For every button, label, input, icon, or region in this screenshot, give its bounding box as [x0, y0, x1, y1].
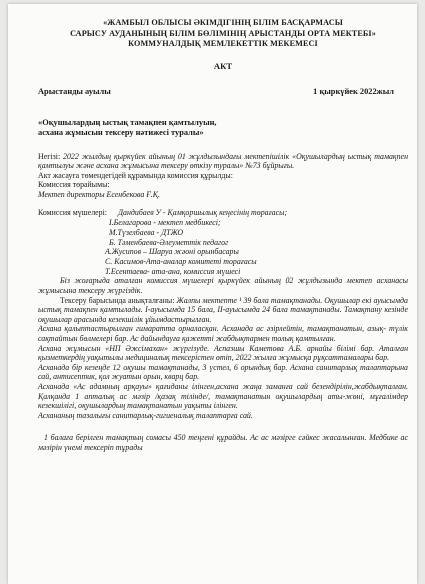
- findings-line: Асханада бір кезеңде 12 оқушы тамақтанады, 3 үстел, 6 орындық бар. Асхана санитарлық талаптарына сай, антисептик, қол жуатын орын, кварц бар.: [38, 362, 408, 382]
- member-item: І.Белагарова - мектеп медбикесі;: [109, 218, 221, 228]
- subject: [38, 118, 408, 139]
- members-label: Комиссия мүшелері:: [38, 208, 107, 218]
- findings-paragraph: [38, 296, 408, 325]
- footer-paragraph: 1 балаға берілген тамақтың сомасы 450 теңгені құрайды. Ас ас мәзірге сәйкес жасалынған. Медбике ас мәзірін үнемі тексеріп тұрады: [38, 433, 408, 452]
- chairman-value: [38, 190, 408, 200]
- date: 1 қыркүйек 2022жыл: [313, 86, 394, 96]
- org-line-1: «ЖАМБЫЛ ОБЛЫСЫ ӘКІМДІГІНІҢ БІЛІМ БАСҚАРМАСЫ: [103, 18, 343, 27]
- doc-type: АКТ: [213, 60, 233, 71]
- findings-line: Асханада «Ас адамның арқауы» қағиданы ілінген,асхана жаңа заманға сай безендірілін,жабдықталған. Қалқанда 1 апталық ас мәзір /қазақ тілінде/, тамақтанатын оқушылардың аты-жөні, мұғалімдер кезекшілігі, оқушылардың тамақтанатын уақыты ілінген.: [38, 381, 408, 411]
- member-item: С. Касимов-Ата-аналар комитеті торағасы: [105, 256, 257, 266]
- place-date-row: [38, 87, 408, 96]
- member-item: Б. Тәменбаева-Әлеуметтік педагог: [109, 237, 229, 247]
- member-item: Т.Есентаева- ата-ана, комиссия мүшесі: [105, 266, 241, 276]
- closing-intro-text: Біз жоғарыда аталған комиссия мүшелері қыркүйек айының 02 жұлдызында мектеп асханасы жұмысына тексеру жүргіздік.: [38, 276, 408, 295]
- org-header: [38, 18, 408, 50]
- commission-intro: Акт жасауға төмендегідей құрамында комиссия құрылды:: [38, 170, 233, 180]
- members-block: [38, 208, 408, 276]
- chairman-label: Комиссия төрайымы:: [38, 180, 110, 190]
- subject-line-2: асхана жұмысын тексеру нәтижесі туралы»: [38, 128, 204, 137]
- subject-line-1: «Оқушылардың ыстық тамақпен қамтылуын,: [38, 117, 217, 127]
- member-item: Дандибаев У - Қамқоршылық кеңесінің төрағасы;: [118, 208, 288, 218]
- findings-line: Асхана қалыптастырылған гимаратта орналасқан. Асханада ас әзірлейтін, тамақтанатын, азық- түлік сақтайтын бөлмелері бар. Ас дайындауға қажетті жабдықтармен толық қамтылған.: [38, 324, 408, 343]
- basis-text: 2022 жылдың қыркүйек айының 01 жұлдызындағы мектепішілік «Оқушылардың ыстық тамақпен қамтылуы және асхана жұмысына тексеру өткізу туралы» №73 бұйрығы.: [38, 151, 408, 171]
- member-item: А.Жусипов – Шаруа жәоні орынбасары: [105, 247, 239, 257]
- closing-intro: [38, 276, 408, 295]
- findings-label: Тексеру барысында анықталғаны:: [60, 295, 175, 305]
- findings-line: Асхана жұмысын «НП Әжсімахан» жүргізуде. Аспазшы Каметова А.Б. арнайы білімі бар. Аталған қызметкердің уақытылы медициналық тексерістен өтіп, 2022 жылға жұмысқа рұқсаттамалары бар.: [38, 343, 408, 363]
- member-item: М.Түзелбаева - ДТЖО: [109, 227, 184, 237]
- basis-paragraph: [38, 152, 408, 171]
- document-page: [8, 4, 417, 584]
- org-line-3: КОММУНАЛДЫҚ МЕМЛЕКЕТТІК МЕКЕМЕСІ: [128, 39, 318, 48]
- org-line-2: САРЫСУ АУДАНЫНЫҢ БІЛІМ БӨЛІМІНІҢ АРЫСТАНДЫ ОРТА МЕКТЕБІ»: [70, 28, 376, 38]
- members-list: [105, 208, 288, 276]
- findings-text: Жалпы мектепте ¹ 39 бала тамақтанады. Оқушылар екі ауысымда ыстық тамақпен қамтылады. І-ауысымда 15 бала, ІІ-ауысымда 24 бала тамақтанады. Тамақтану кезінде оқушылар арасында кезекшілік ұйымдастырылған.: [38, 295, 408, 324]
- chairman-name: Мектеп директоры Есенбекова Ғ.Қ.: [38, 189, 160, 199]
- basis-label: Негізі:: [38, 151, 61, 161]
- findings-line: Асхананың тазалығы санитарлық-гигиеналық талаптарға сай.: [38, 410, 253, 420]
- place: Арыстанды ауылы: [38, 86, 111, 96]
- document-content: [38, 18, 408, 452]
